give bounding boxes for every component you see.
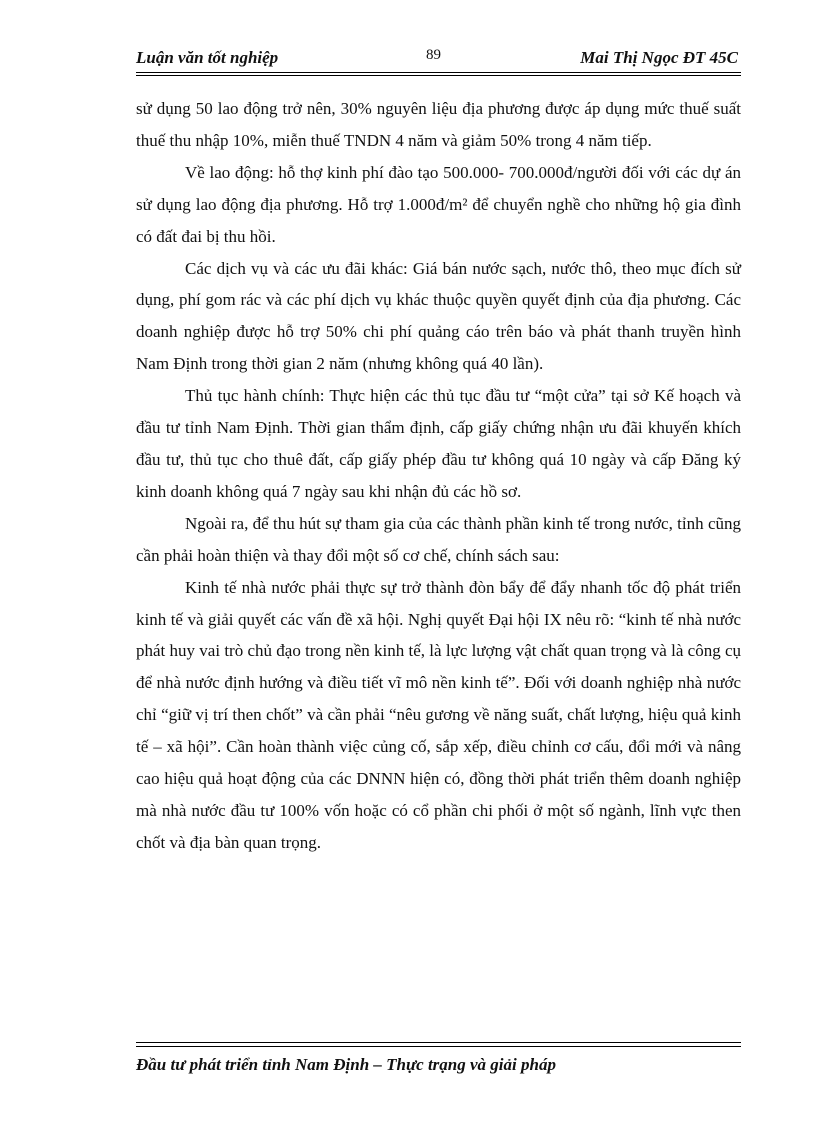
- paragraph: Thủ tục hành chính: Thực hiện các thủ tục đầu tư “một cửa” tại sở Kế hoạch và đầu tư tỉnh Nam Định. Thời gian thẩm định, cấp giấy chứng nhận ưu đãi khuyến khích đầu tư, thủ tục cho thuê đất, cấp giấy phép đầu tư không quá 10 ngày và cấp Đăng ký kinh doanh không quá 7 ngày sau khi nhận đủ các hồ sơ.: [136, 386, 741, 501]
- page-body: [136, 93, 741, 859]
- thesis-label: Luận văn tốt nghiệp: [136, 48, 279, 67]
- page-number: 89: [426, 47, 441, 63]
- page-header: [136, 48, 738, 70]
- footer-rule: [136, 1042, 741, 1043]
- header-rule: [136, 72, 741, 73]
- paragraph: Ngoài ra, để thu hút sự tham gia của các thành phần kinh tế trong nước, tỉnh cũng cần phải hoàn thiện và thay đổi một số cơ chế, chính sách sau:: [136, 513, 741, 565]
- page-footer: Đầu tư phát triển tỉnh Nam Định – Thực trạng và giải pháp: [136, 1055, 556, 1074]
- paragraph: Về lao động: hỗ thợ kinh phí đào tạo 500.000- 700.000đ/người đối với các dự án sử dụng lao động địa phương. Hỗ trợ 1.000đ/m² để chuyển nghề cho những hộ gia đình có đất đai bị thu hồi.: [136, 162, 741, 246]
- author-label: Mai Thị Ngọc ĐT 45C: [580, 48, 738, 67]
- paragraph: Kinh tế nhà nước phải thực sự trở thành đòn bẩy để đẩy nhanh tốc độ phát triển kinh tế và giải quyết các vấn đề xã hội. Nghị quyết Đại hội IX nêu rõ: “kinh tế nhà nước phát huy vai trò chủ đạo trong nền kinh tế, là lực lượng vật chất quan trọng và là công cụ để nhà nước định hướng và điều tiết vĩ mô nền kinh tế”. Đối với doanh nghiệp nhà nước chỉ “giữ vị trí then chốt” và cần phải “nêu gương về năng suất, chất lượng, hiệu quả kinh tế – xã hội”. Cần hoàn thành việc củng cố, sắp xếp, điều chỉnh cơ cấu, đổi mới và nâng cao hiệu quả hoạt động của các DNNN hiện có, đồng thời phát triển thêm doanh nghiệp mà nhà nước đầu tư 100% vốn hoặc có cổ phần chi phối ở một số ngành, lĩnh vực then chốt và địa bàn quan trọng.: [136, 577, 741, 852]
- paragraph: Các dịch vụ và các ưu đãi khác: Giá bán nước sạch, nước thô, theo mục đích sử dụng, phí gom rác và các phí dịch vụ khác thuộc quyền quyết định của địa phương. Các doanh nghiệp được hỗ trợ 50% chi phí quảng cáo trên báo và phát thanh truyền hình Nam Định trong thời gian 2 năm (nhưng không quá 40 lần).: [136, 258, 741, 374]
- footer-rule-thin: [136, 1046, 741, 1047]
- header-rule-thin: [136, 75, 741, 76]
- paragraph: sử dụng 50 lao động trở nên, 30% nguyên liệu địa phương được áp dụng mức thuế suất thuế thu nhập 10%, miễn thuế TNDN 4 năm và giảm 50% trong 4 năm tiếp.: [136, 99, 741, 150]
